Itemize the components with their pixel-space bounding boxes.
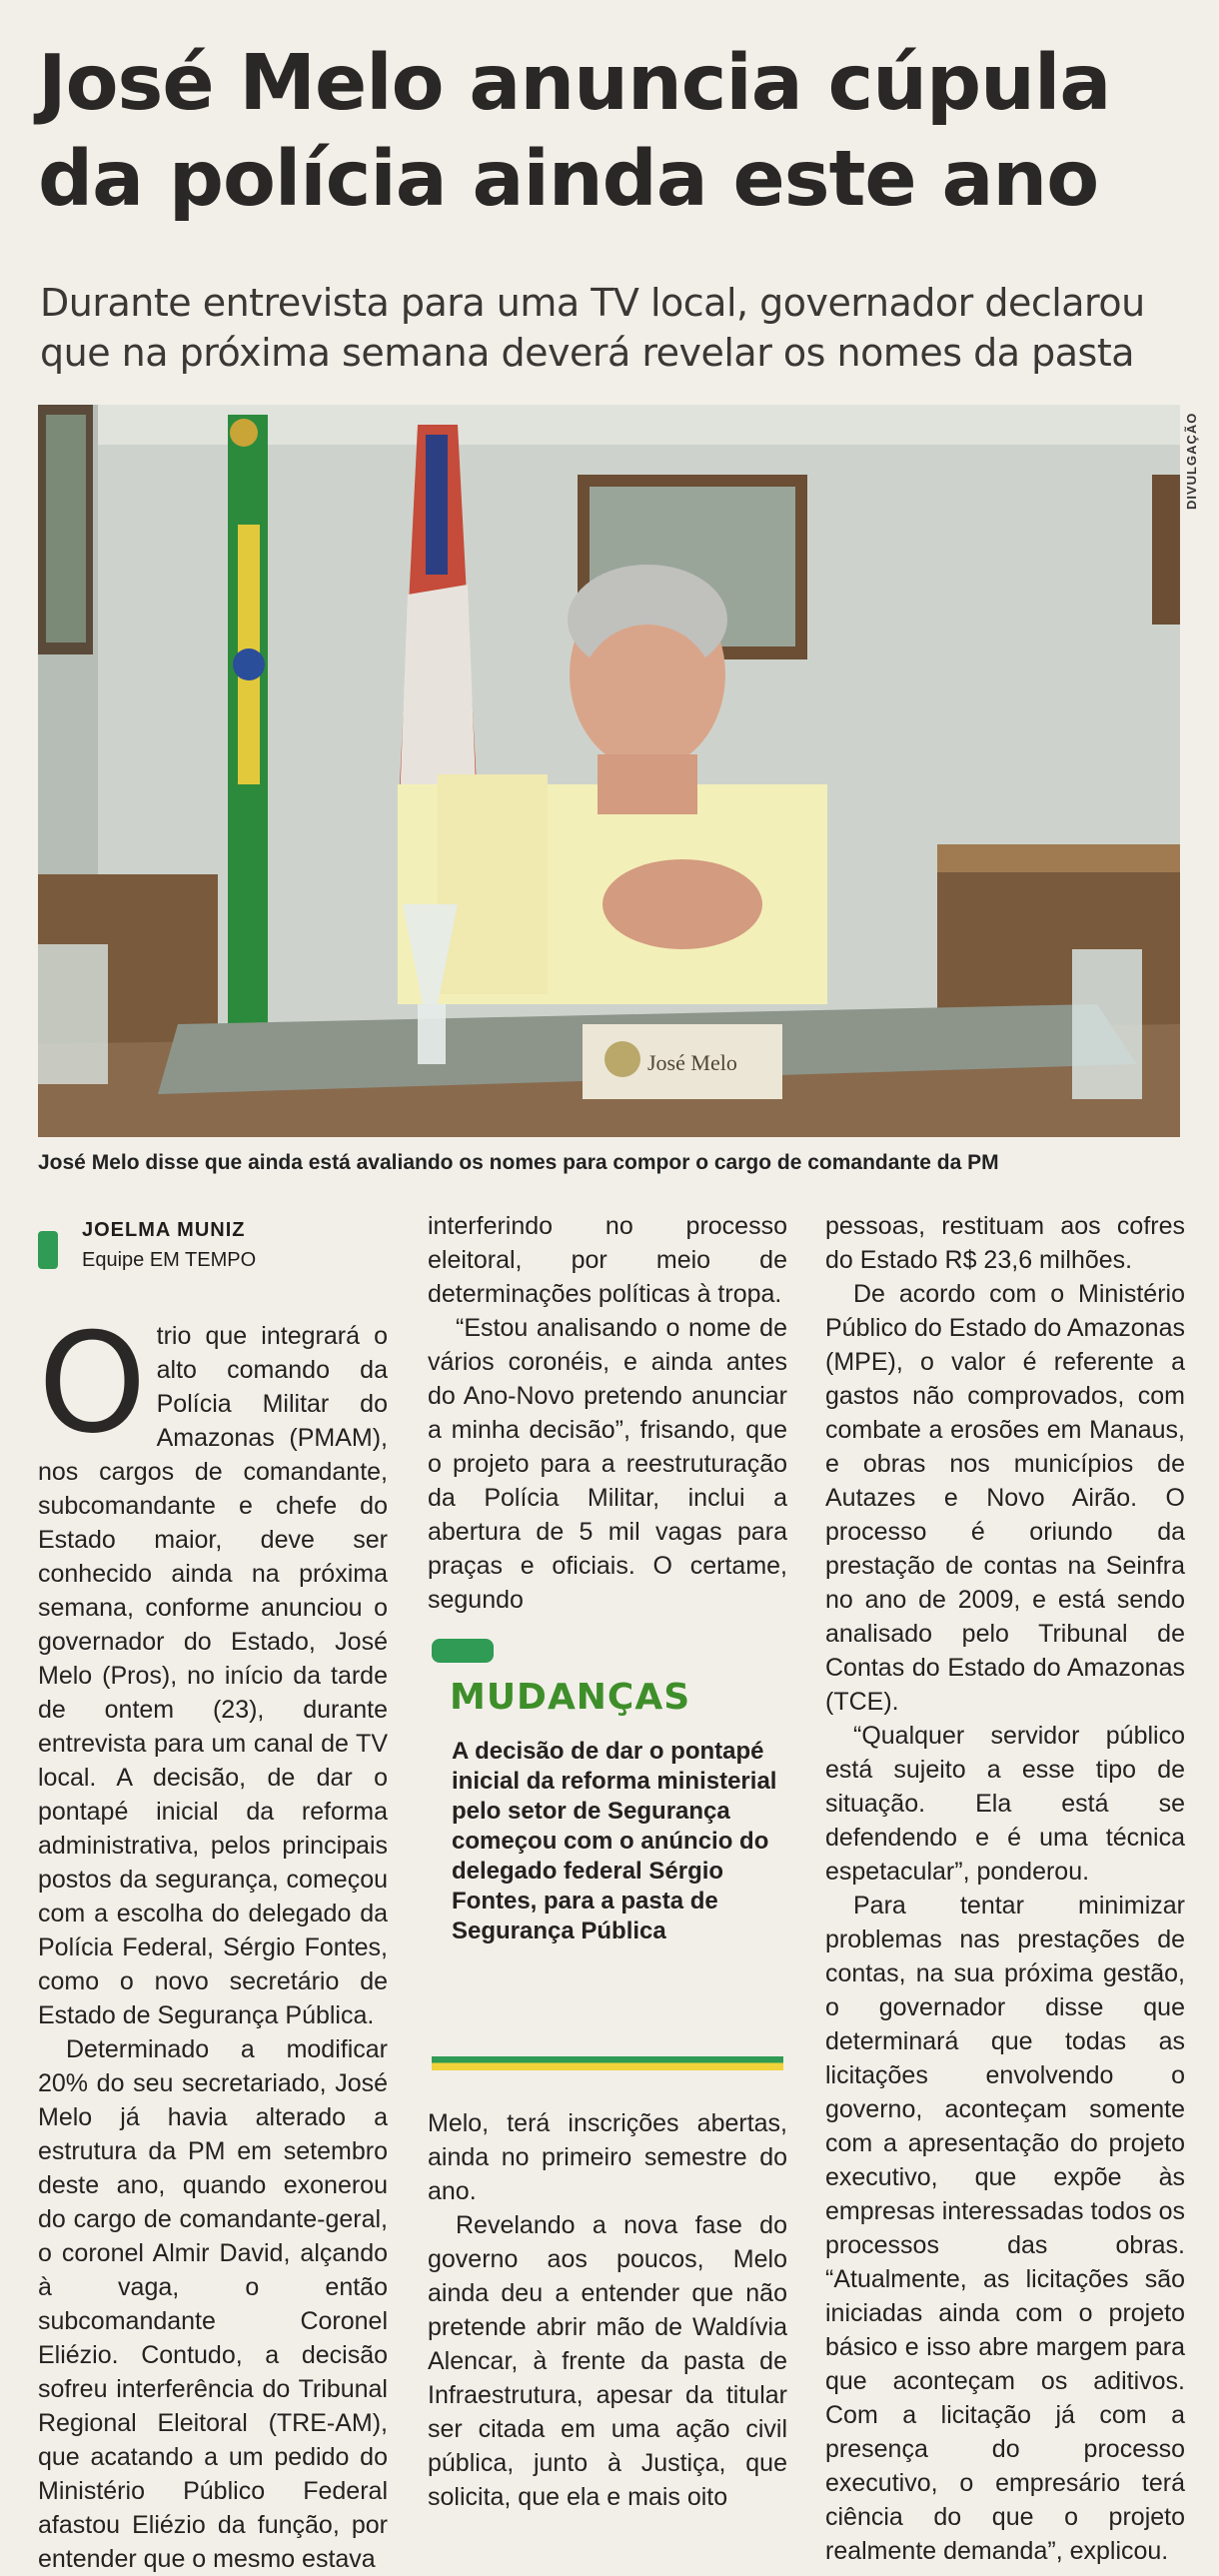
paragraph: pessoas, restituam aos cofres do Estado R$ 23,6 milhões. (825, 1212, 1185, 1274)
box-text: A decisão de dar o pontapé inicial da reforma ministerial pelo setor de Segurança começou com o anúncio do delegado federal Sérgio Fontes, para a pasta de Segurança Pública (452, 1738, 777, 1944)
article-photo (38, 405, 1180, 1137)
author-team: Equipe EM TEMPO (82, 1249, 257, 1271)
box-tag (432, 1639, 494, 1663)
photo-illustration (38, 405, 1180, 1137)
column-1 (38, 1303, 388, 2576)
photo-caption: José Melo disse que ainda está avaliando os nomes para compor o cargo de comandante da PM (38, 1151, 999, 1174)
water-glass-right (1072, 949, 1142, 1099)
man-hands (603, 859, 762, 949)
paragraph-text: trio que integrará o alto comando da Polícia Militar do Amazonas (PMAM), nos cargos de comandante, subcomandante e chefe do Estado maior, deve ser conhecido ainda na próxima semana, conforme anunciou o governador do Estado, José Melo (Pros), no início da tarde de ontem (23), durante entrevista para um canal de TV local. A decisão, de dar o pontapé inicial da reforma administrativa, pelos principais postos da segurança, começou com a escolha do delegado da Polícia Federal, Sérgio Fontes, como o novo secretário de Estado de Segurança Pública. (38, 1322, 388, 2029)
paragraph: Revelando a nova fase do governo aos poucos, Melo ainda deu a entender que não pretende abrir mão de Waldívia Alencar, à frente da pasta de Infraestrutura, apesar da titular ser citada em uma ação civil pública, junto à Justiça, que solicita, que ela e mais oito (428, 2211, 787, 2511)
paragraph: interferindo no processo eleitoral, por meio de determinações políticas à tropa. (428, 1212, 787, 1308)
box-title: MUDANÇAS (450, 1677, 691, 1718)
paragraph: De acordo com o Ministério Público do Estado do Amazonas (MPE), o valor é referente a gastos não comprovados, com combate a erosões em Manaus, e obras nos municípios de Autazes e Novo Airão. O processo é oriundo da prestação de contas na Seinfra no ano de 2009, e está sendo analisado pelo Tribunal de Contas do Estado do Amazonas (TCE). (825, 1280, 1185, 1716)
nameplate-text: José Melo (647, 1050, 737, 1075)
byline-marker (38, 1231, 58, 1269)
paragraph (38, 1303, 388, 2032)
dropcap: O (38, 1303, 147, 1464)
column-2-continued (428, 2106, 787, 2514)
paragraph: “Qualquer servidor público está sujeito a esse tipo de situação. Ela está se defendendo e é uma técnica espetacular”, ponderou. (825, 1722, 1185, 1886)
column-3 (825, 1209, 1185, 2568)
paragraph: Para tentar minimizar problemas nas prestações de contas, na sua próxima gestão, o governador disse que determinará que todas as licitações envolvendo o governo, aconteçam somente com a apresentação do projeto executivo, que expõe às empresas interessadas todos os processos das obras. “Atualmente, as licitações são iniciadas ainda com o projeto básico e isso abre margem para que aconteçam os aditivos. Com a licitação já com a presença do processo executivo, o empresário terá ciência do que o projeto realmente demanda”, explicou. (825, 1892, 1185, 2565)
author-name: JOELMA MUNIZ (82, 1219, 246, 1241)
headline: José Melo anuncia cúpula da polícia ainda este ano (38, 39, 1111, 224)
subtitle: Durante entrevista para uma TV local, governador declarou que na próxima semana deverá revelar os nomes da pasta (40, 281, 1145, 375)
column-2 (428, 1209, 787, 1617)
photo-credit: DIVULGAÇÃO (1184, 412, 1199, 510)
paragraph: “Estou analisando o nome de vários coronéis, e ainda antes do Ano-Novo pretendo anunciar a minha decisão”, frisando, que o projeto para a reestruturação da Polícia Militar, inclui a abertura de 5 mil vagas para praças e oficiais. O certame, segundo (428, 1314, 787, 1614)
box-rule (432, 2056, 783, 2070)
paragraph: Determinado a modificar 20% do seu secretariado, José Melo já havia alterado a estrutura da PM em setembro deste ano, quando exonerou do cargo de comandante-geral, o coronel Almir David, alçando à vaga, o então subcomandante Coronel Eliézio. Contudo, a decisão sofreu interferência do Tribunal Regional Eleitoral (TRE-AM), que acatando a um pedido do Ministério Público Federal afastou Eliézio da função, por entender que o mesmo estava (38, 2035, 388, 2573)
paragraph: Melo, terá inscrições abertas, ainda no primeiro semestre do ano. (428, 2109, 787, 2205)
water-glass-left (38, 944, 108, 1084)
